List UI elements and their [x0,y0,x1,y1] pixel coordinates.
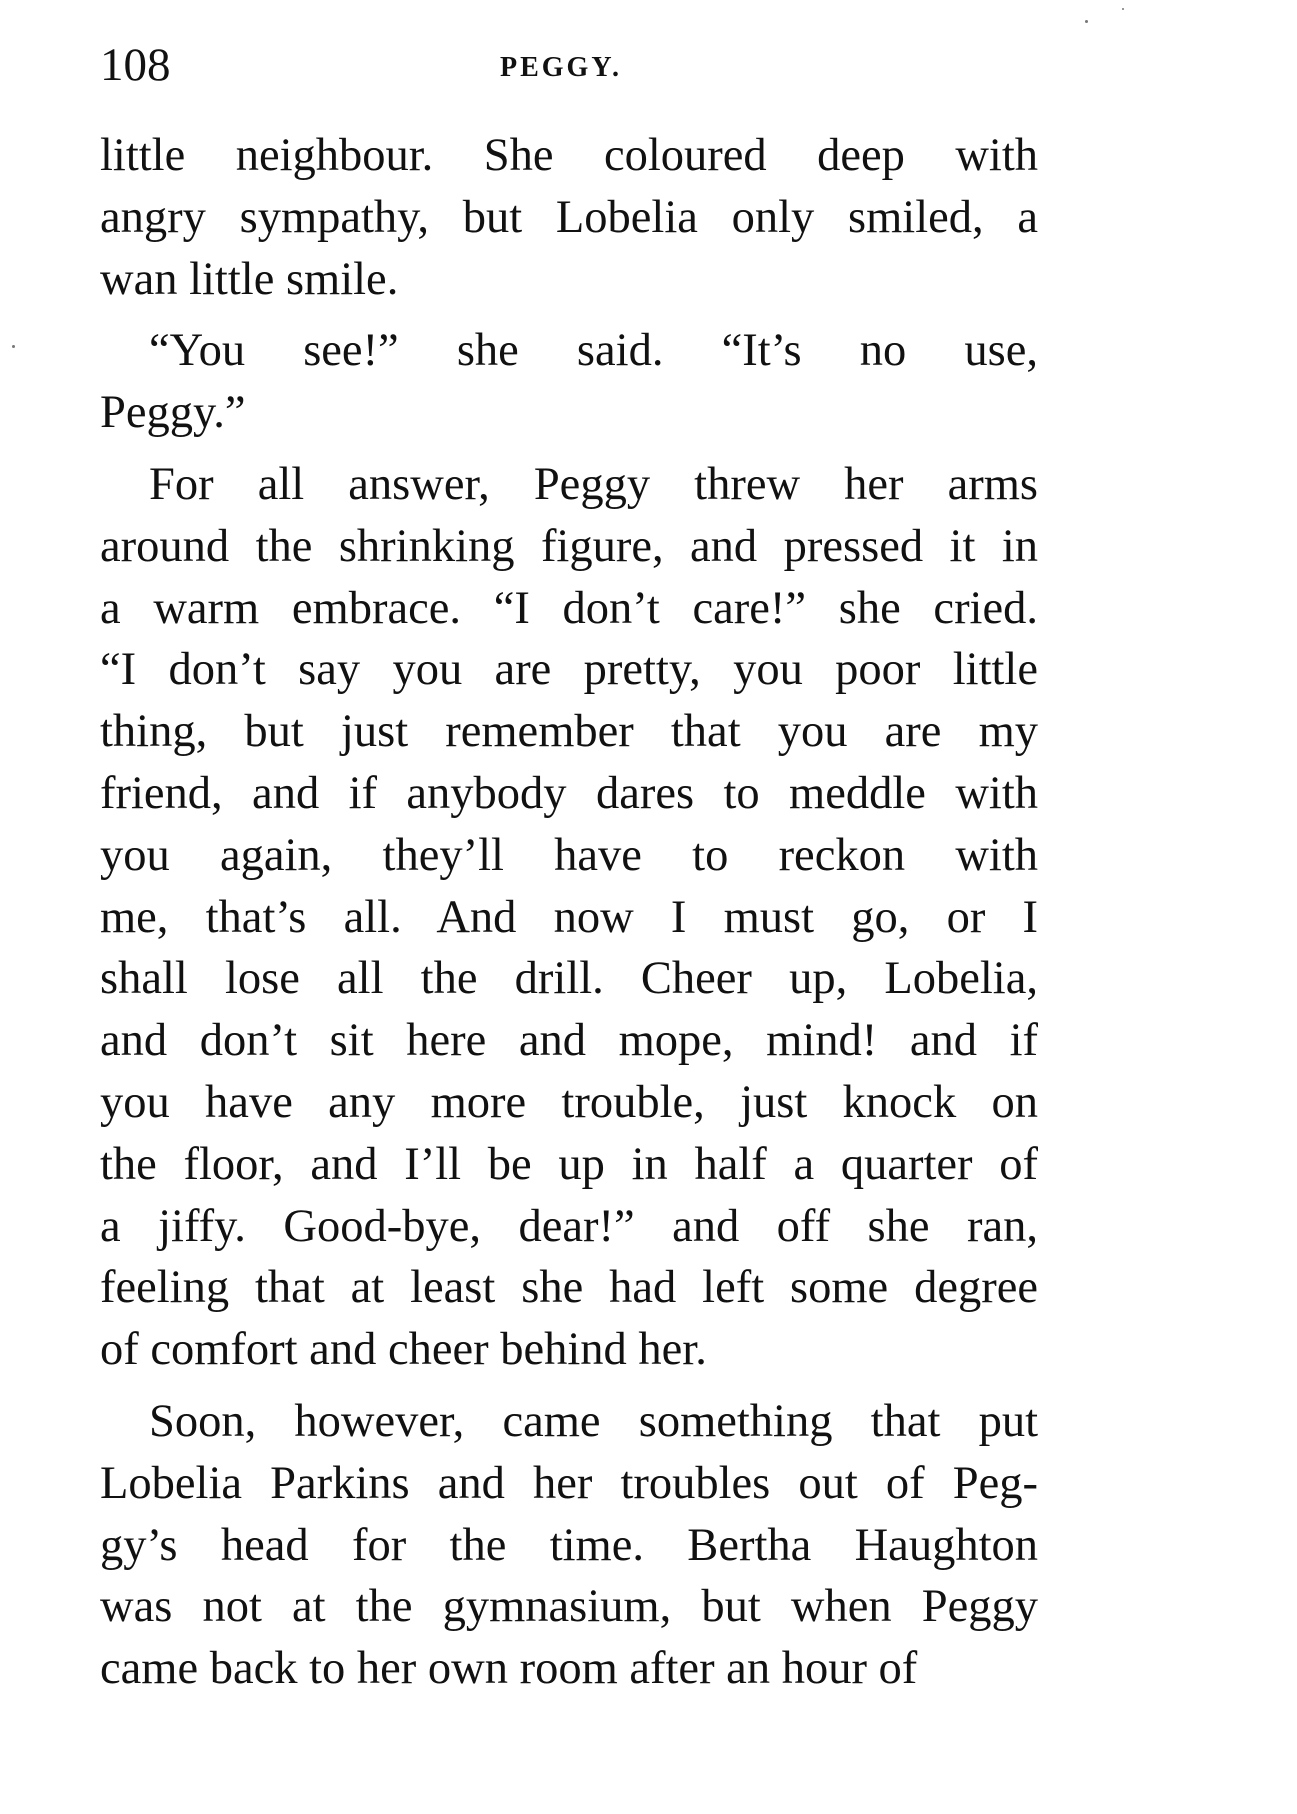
text-line: “I don’t say you are pretty, you poor little [100,644,1038,696]
text-line: was not at the gymnasium, but when Peggy [100,1581,1038,1633]
text-line: of comfort and cheer behind her. [100,1324,707,1376]
paragraph [100,125,1038,310]
text-line: gy’s head for the time. Bertha Haughton [100,1519,1038,1571]
paragraph-gap [100,1381,1038,1391]
text-line: Lobelia Parkins and her troubles out of Peg- [100,1457,1038,1509]
text-line: feeling that at least she had left some degree [100,1262,1038,1314]
text-line: thing, but just remember that you are my [100,706,1038,758]
text-line: you have any more trouble, just knock on [100,1076,1038,1128]
text-line: little neighbour. She coloured deep with [100,130,1038,181]
paragraph [100,454,1038,1381]
scan-speck [1085,20,1088,23]
text-line: shall lose all the drill. Cheer up, Lobelia, [100,953,1038,1005]
text-line: around the shrinking figure, and pressed it in [100,520,1038,572]
text-line: “You see!” she said. “It’s no use, [149,325,1038,377]
page-number: 108 [100,39,171,91]
running-head: PEGGY. [500,52,622,83]
body-text [100,125,1038,1700]
page-header [100,35,1040,95]
text-line: came back to her own room after an hour of [100,1643,918,1695]
scan-speck [12,345,15,348]
text-line: Peggy.” [100,387,246,439]
text-line: a jiffy. Good-bye, dear!” and off she ran, [100,1200,1038,1252]
text-line: For all answer, Peggy threw her arms [149,458,1038,510]
text-line: the floor, and I’ll be up in half a quarter of [100,1138,1038,1190]
paragraph [100,1391,1038,1700]
text-line: friend, and if anybody dares to meddle with [100,767,1038,819]
text-line: you again, they’ll have to reckon with [100,829,1038,881]
paragraph-gap [100,444,1038,454]
text-line: and don’t sit here and mope, mind! and if [100,1015,1038,1067]
scan-speck [1122,8,1124,10]
paragraph-gap [100,310,1038,320]
paragraph [100,320,1038,444]
text-line: wan little smile. [100,253,399,305]
text-line: a warm embrace. “I don’t care!” she cried. [100,582,1038,634]
text-line: Soon, however, came something that put [149,1395,1038,1447]
text-line: angry sympathy, but Lobelia only smiled, a [100,191,1038,243]
text-line: me, that’s all. And now I must go, or I [100,891,1038,943]
